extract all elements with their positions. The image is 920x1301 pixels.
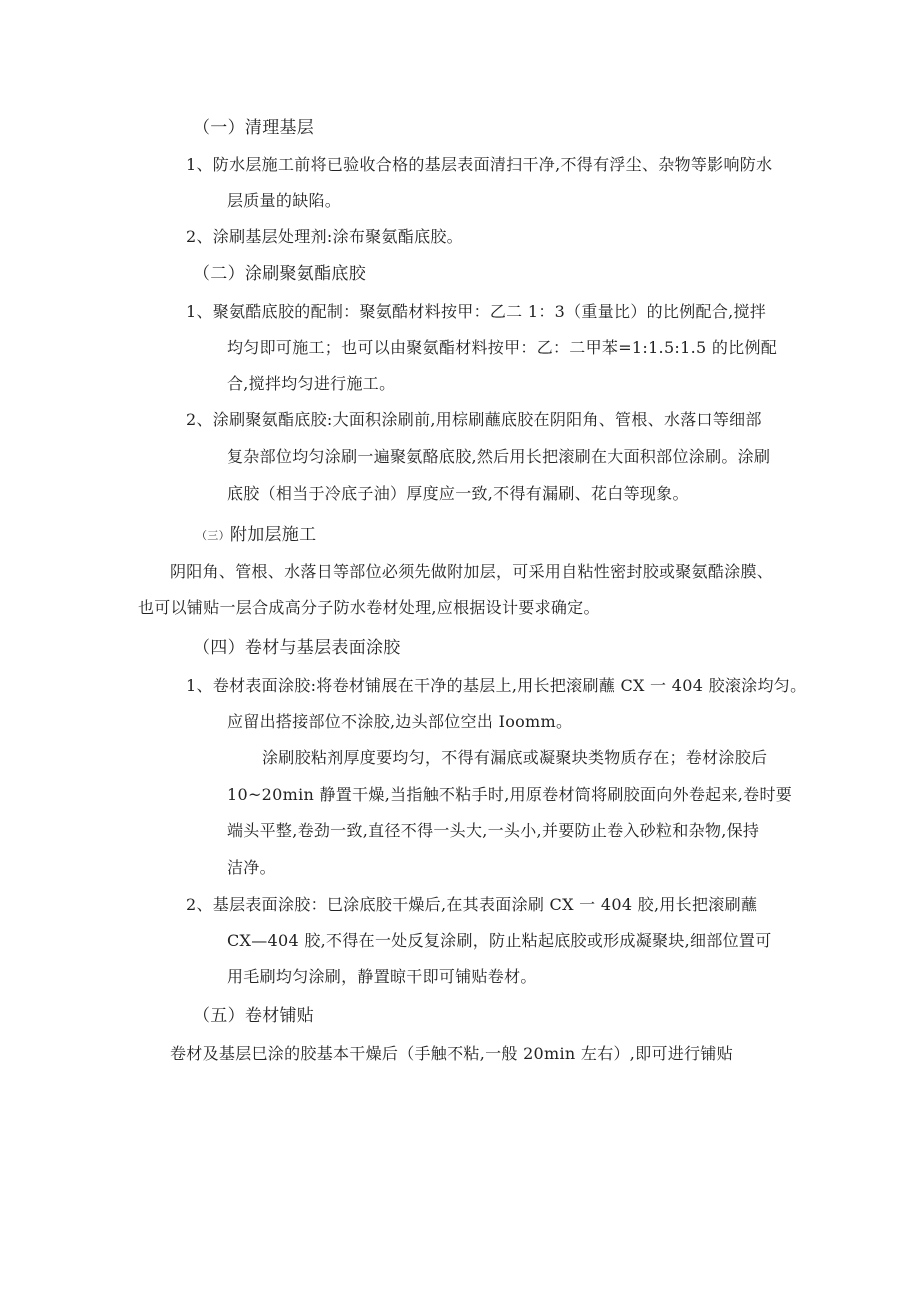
section-3-heading-text: 附加层施工	[229, 525, 317, 545]
section-5-paragraph-line-1: 卷材及基层巳涂的胶基本干燥后（手触不粘,一般 20min 左右）,即可进行铺贴	[170, 1044, 733, 1063]
section-2-item-1-line-2: 均匀即可施工；也可以由聚氨酯材料按甲：乙：二甲苯=1:1.5:1.5 的比例配	[227, 338, 778, 357]
section-1-item-1-line-2: 层质量的缺陷。	[227, 191, 342, 210]
section-2-item-1-line-3: 合,搅拌均匀进行施工。	[227, 374, 396, 393]
section-2-item-2-line-3: 底胶（相当于冷底子油）厚度应一致,不得有漏刷、花白等现象。	[227, 484, 689, 503]
section-4-item-1-line-5: 端头平整,卷劲一致,直径不得一头大,一头小,并要防止卷入砂粒和杂物,保持	[227, 821, 760, 840]
section-3-paragraph-line-2: 也可以铺贴一层合成高分子防水卷材处理,应根据设计要求确定。	[138, 598, 600, 617]
section-1-heading: （一）清理基层	[193, 118, 315, 138]
section-5-heading: （五）卷材铺贴	[193, 1006, 315, 1026]
section-4-item-2-line-3: 用毛刷均匀涂刷，静置晾干即可铺贴卷材。	[227, 967, 537, 986]
section-4-item-2-line-1: 2、基层表面涂胶：巳涂底胶干燥后,在其表面涂刷 CX 一 404 胶,用长把滚刷蘸	[186, 895, 758, 914]
section-2-heading: （二）涂刷聚氨酯底胶	[193, 264, 366, 284]
section-3-paragraph-line-1: 阴阳角、管根、水落日等部位必须先做附加层，可采用自粘性密封胶或聚氨酷涂膜、	[170, 562, 774, 581]
section-2-item-1-line-1: 1、聚氨酷底胶的配制：聚氨酷材料按甲：乙二 1：3（重量比）的比例配合,搅拌	[186, 302, 767, 321]
section-4-item-1-line-3: 涂刷胶粘剂厚度要均匀，不得有漏底或凝聚块类物质存在；卷材涂胶后	[262, 748, 768, 767]
section-2-item-2-line-2: 复杂部位均匀涂刷一遍聚氨酪底胶,然后用长把滚刷在大面积部位涂刷。涂刷	[227, 447, 771, 466]
section-4-heading: （四）卷材与基层表面涂胶	[193, 638, 401, 658]
section-2-item-2-line-1: 2、涂刷聚氨酯底胶:大面积涂刷前,用棕刷蘸底胶在阴阳角、管根、水落口等细部	[186, 410, 762, 429]
section-3-heading-marker: （三）	[196, 529, 230, 542]
section-4-item-1-line-1: 1、卷材表面涂胶:将卷材铺展在干净的基层上,用长把滚刷蘸 CX 一 404 胶滚涂均匀。	[186, 676, 807, 695]
section-4-item-1-line-2: 应留出搭接部位不涂胶,边头部位空出 Ioomm。	[227, 712, 573, 731]
section-4-item-2-line-2: CX—404 胶,不得在一处反复涂刷，防止粘起底胶或形成凝聚块,细部位置可	[227, 931, 772, 950]
section-3-heading	[196, 525, 316, 546]
section-4-item-1-line-4: 10~20min 静置干燥,当指触不粘手时,用原卷材筒将刷胶面向外卷起来,卷时要	[227, 785, 793, 804]
section-1-item-1-line-1: 1、防水层施工前将已验收合格的基层表面清扫干净,不得有浮尘、杂物等影响防水	[186, 155, 773, 174]
section-4-item-1-line-6: 洁净。	[227, 858, 276, 877]
section-1-item-2-line-1: 2、涂刷基层处理剂:涂布聚氨酯底胶。	[186, 227, 463, 246]
